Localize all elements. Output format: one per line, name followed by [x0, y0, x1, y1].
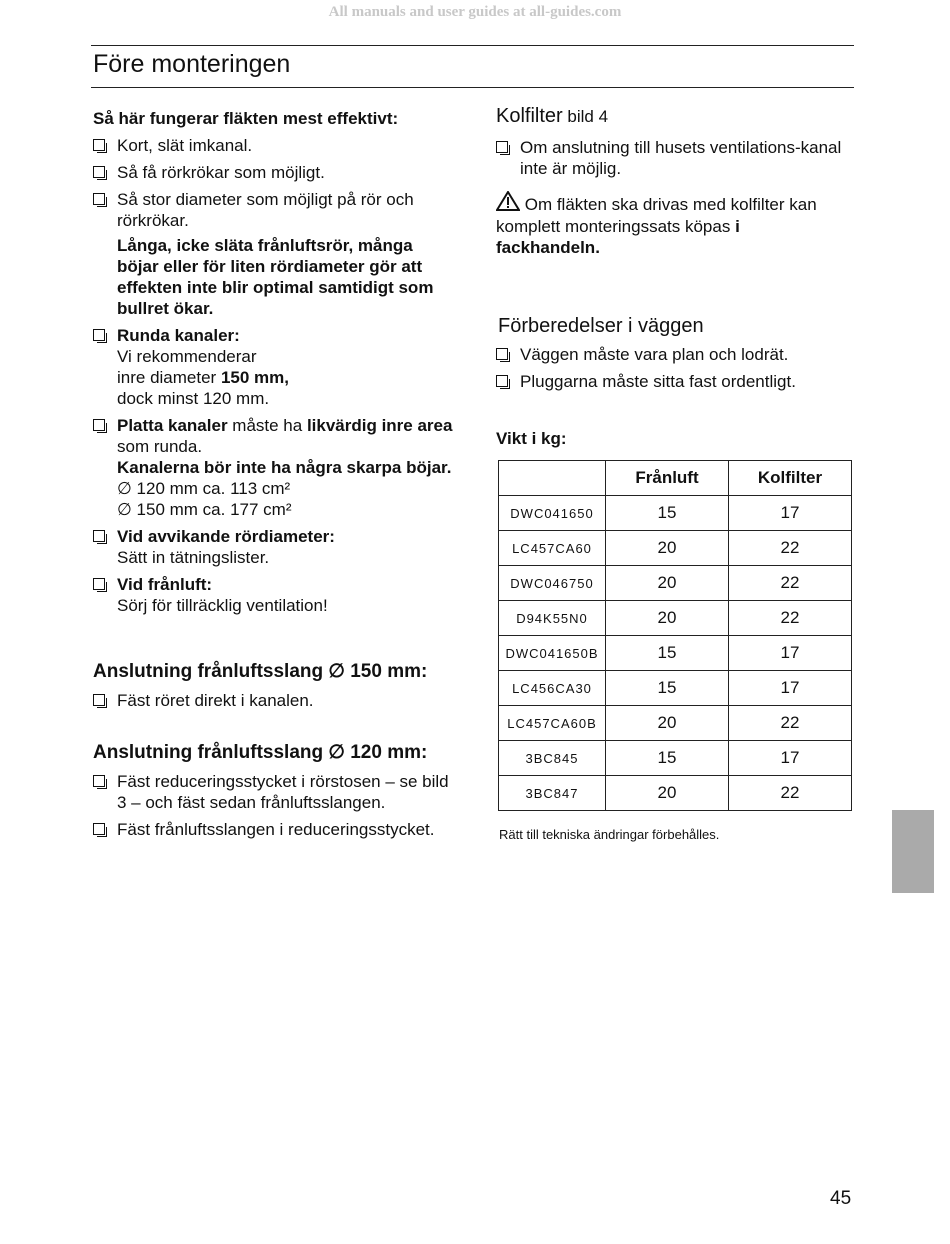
carbon-title: Kolfilter [496, 105, 563, 127]
round-line3: dock minst 120 mm. [117, 389, 270, 408]
checkbox-bullet-icon [93, 694, 105, 706]
round-line1: Vi rekommenderar [117, 347, 257, 366]
round-label: Runda kanaler: [117, 326, 240, 345]
flat-size2: ∅ 150 mm ca. 177 cm² [117, 500, 292, 519]
column-header: Kolfilter [729, 461, 852, 496]
item-text: Fäst frånluftsslangen i reduceringsstycket. [117, 820, 435, 839]
value-cell: 20 [606, 601, 729, 636]
checkbox-bullet-icon [93, 139, 105, 151]
effective-note: Långa, icke släta frånluftsrör, många böjar eller för liten rördiameter gör att effekten inte blir optimal samtidigt som bullret ökar. [117, 236, 434, 318]
item-text: Fäst reduceringsstycket i rörstosen – se bild 3 – och fäst sedan frånluftsslangen. [117, 772, 449, 812]
table-row [499, 706, 852, 741]
effective-heading: Så här fungerar fläkten mest effektivt: [93, 109, 399, 128]
list-item-exhaust [93, 574, 453, 616]
model-cell: DWC041650 [499, 496, 606, 531]
table-row [499, 496, 852, 531]
list-item [93, 690, 453, 711]
table-row [499, 741, 852, 776]
list-item [93, 771, 453, 813]
carbon-warning [496, 191, 846, 258]
carbon-heading [496, 104, 866, 129]
title-rule [91, 87, 854, 88]
list-item [496, 137, 850, 179]
exhaust-text: Sörj för tillräcklig ventilation! [117, 596, 328, 615]
model-cell: D94K55N0 [499, 601, 606, 636]
table-row [499, 531, 852, 566]
flat-label: Platta kanaler [117, 416, 228, 435]
list-item [93, 135, 453, 156]
wall-heading: Förberedelser i väggen [498, 315, 704, 337]
value-cell: 20 [606, 776, 729, 811]
table-header-row [499, 461, 852, 496]
list-item-round [93, 325, 453, 409]
table-row [499, 776, 852, 811]
value-cell: 20 [606, 531, 729, 566]
value-cell: 17 [729, 636, 852, 671]
model-cell: 3BC847 [499, 776, 606, 811]
list-item [496, 371, 866, 392]
value-cell: 15 [606, 496, 729, 531]
checkbox-bullet-icon [496, 348, 508, 360]
top-rule [91, 45, 854, 46]
deviating-text: Sätt in tätningslister. [117, 548, 270, 567]
value-cell: 15 [606, 671, 729, 706]
value-cell: 22 [729, 706, 852, 741]
left-column [93, 108, 453, 840]
list-item-deviating [93, 526, 453, 568]
warning-triangle-icon [496, 191, 520, 216]
item-text: Så stor diameter som möjligt på rör och rörkrökar. [117, 190, 414, 230]
item-text: Så få rörkrökar som möjligt. [117, 163, 325, 182]
model-cell: LC457CA60 [499, 531, 606, 566]
flat-size1: ∅ 120 mm ca. 113 cm² [117, 479, 291, 498]
value-cell: 22 [729, 601, 852, 636]
table-row [499, 636, 852, 671]
checkbox-bullet-icon [496, 375, 508, 387]
item-text: Om anslutning till husets ventilations-kanal inte är möjlig. [520, 138, 842, 178]
exhaust-label: Vid frånluft: [117, 575, 213, 594]
flat-text: måste ha [227, 416, 307, 435]
column-header: Frånluft [606, 461, 729, 496]
warning-bold: i fackhandeln. [496, 217, 740, 257]
checkbox-bullet-icon [93, 329, 105, 341]
table-footnote: Rätt till tekniska ändringar förbehålles. [499, 827, 720, 842]
checkbox-bullet-icon [93, 530, 105, 542]
value-cell: 20 [606, 706, 729, 741]
conn150-heading: Anslutning frånluftsslang ∅ 150 mm: [93, 661, 428, 682]
table-row [499, 566, 852, 601]
checkbox-bullet-icon [93, 419, 105, 431]
item-text: Kort, slät imkanal. [117, 136, 253, 155]
value-cell: 15 [606, 741, 729, 776]
right-column [496, 104, 866, 449]
value-cell: 17 [729, 671, 852, 706]
flat-bold: likvärdig inre area [306, 416, 453, 435]
value-cell: 22 [729, 776, 852, 811]
table-row [499, 601, 852, 636]
round-line2-text: inre diameter [117, 368, 221, 387]
watermark: All manuals and user guides at all-guides.com [328, 4, 622, 20]
page-number: 45 [830, 1188, 852, 1209]
flat-note: Kanalerna bör inte ha några skarpa böjar. [117, 458, 452, 477]
list-item [93, 819, 453, 840]
value-cell: 17 [729, 741, 852, 776]
checkbox-bullet-icon [93, 823, 105, 835]
checkbox-bullet-icon [93, 193, 105, 205]
round-line2-bold: 150 mm, [220, 368, 289, 387]
deviating-label: Vid avvikande rördiameter: [117, 527, 335, 546]
value-cell: 17 [729, 496, 852, 531]
warning-text: Om fläkten ska drivas med kolfilter kan komplett monteringssats köpas [496, 195, 817, 236]
item-text: Pluggarna måste sitta fast ordentligt. [520, 372, 796, 391]
checkbox-bullet-icon [93, 775, 105, 787]
model-cell: 3BC845 [499, 741, 606, 776]
carbon-ref: bild 4 [562, 107, 609, 126]
list-item [93, 162, 453, 183]
list-item-flat [93, 415, 453, 520]
item-text: Fäst röret direkt i kanalen. [117, 691, 314, 710]
checkbox-bullet-icon [93, 578, 105, 590]
weight-heading: Vikt i kg: [496, 429, 567, 448]
list-item [496, 344, 866, 365]
table-row [499, 671, 852, 706]
checkbox-bullet-icon [496, 141, 508, 153]
model-cell: DWC041650B [499, 636, 606, 671]
checkbox-bullet-icon [93, 166, 105, 178]
value-cell: 15 [606, 636, 729, 671]
value-cell: 20 [606, 566, 729, 601]
model-cell: LC457CA60B [499, 706, 606, 741]
weight-table [498, 460, 852, 811]
conn120-heading: Anslutning frånluftsslang ∅ 120 mm: [93, 742, 428, 763]
section-tab-marker [892, 810, 934, 893]
model-cell: LC456CA30 [499, 671, 606, 706]
column-header [499, 461, 606, 496]
page-title: Före monteringen [93, 50, 291, 78]
flat-text2: som runda. [117, 437, 203, 456]
model-cell: DWC046750 [499, 566, 606, 601]
item-text: Väggen måste vara plan och lodrät. [520, 345, 789, 364]
value-cell: 22 [729, 566, 852, 601]
value-cell: 22 [729, 531, 852, 566]
round-line2 [117, 367, 453, 388]
list-item [93, 189, 453, 319]
